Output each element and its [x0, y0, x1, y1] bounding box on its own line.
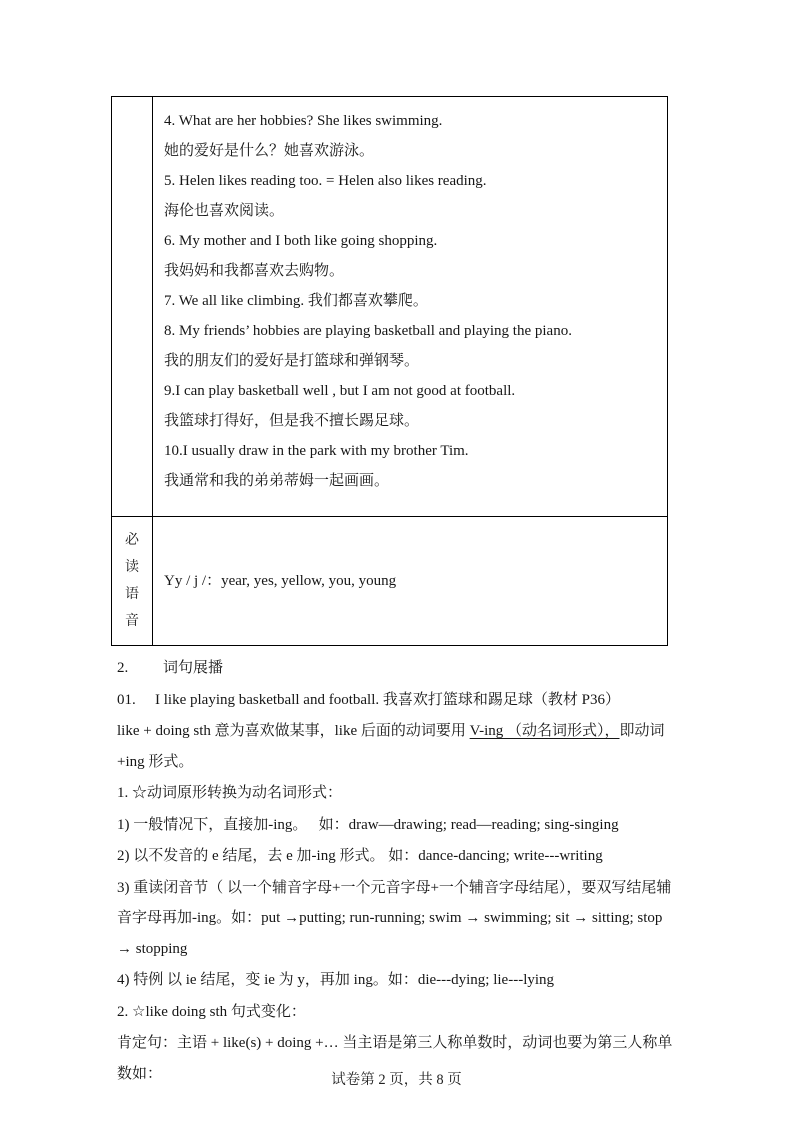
sentence-line: 5. Helen likes reading too. = Helen also likes reading. [164, 173, 487, 189]
sentence-line: 她的爱好是什么？她喜欢游泳。 [164, 143, 375, 159]
section-number: 2. [117, 660, 129, 676]
sentence-line: 我通常和我的弟弟蒂姆一起画画。 [164, 473, 390, 489]
like-doing-rule [117, 716, 681, 777]
rule1-item: 1) 一般情况下，直接加-ing。 如：draw—drawing; read—reading; sing-singing [117, 816, 619, 833]
rule1-item: 4) 特例 以 ie 结尾，变 ie 为 y，再加 ing。如：die---dying; lie---lying [117, 972, 555, 988]
section-title: 词句展播 [163, 660, 224, 676]
phonics-label-char: 音 [125, 614, 139, 629]
rule1-item: 3) 重读闭音节（ 以一个辅音字母+一个元音字母+一个辅音字母结尾），要双写结尾辅音字母再加-ing。如：put →putting; run-running; swim → swimming; sit → sitting; stop → stopping [117, 879, 672, 957]
phonics-label-char: 必 [125, 533, 139, 548]
table-row-phonics [112, 517, 667, 645]
rule-text-underlined: V-ing （动名词形式）， [469, 723, 620, 739]
rule1-item: 2) 以不发音的 e 结尾，去 e 加-ing 形式。 如：dance-dancing; write---writing [117, 848, 603, 864]
phonics-table [111, 96, 668, 646]
page-footer: 试卷第 2 页，共 8 页 [331, 1072, 462, 1088]
section-heading [117, 653, 681, 684]
sentence-line: 我篮球打得好，但是我不擅长踢足球。 [164, 413, 420, 429]
sentence-line: 海伦也喜欢阅读。 [164, 203, 285, 219]
sentence-line: 9.I can play basketball well , but I am not good at football. [164, 383, 516, 399]
table-row-sentences [112, 97, 667, 517]
sentence-line: 我妈妈和我都喜欢去购物。 [164, 263, 345, 279]
item-text: I like playing basketball and football. 我喜欢打篮球和踢足球（教材 P36） [155, 691, 620, 708]
sentence-line: 8. My friends’ hobbies are playing basketball and playing the piano. [164, 323, 572, 339]
rule-text-before: like + doing sth 意为喜欢做某事，like 后面的动词要用 [117, 723, 470, 739]
sentence-line: 10.I usually draw in the park with my brother Tim. [164, 443, 469, 459]
grammar-notes-section [117, 653, 681, 1090]
sentence-line: 我的朋友们的爱好是打篮球和弹钢琴。 [164, 353, 420, 369]
phonics-content-cell [153, 517, 667, 645]
affirmative-pattern: 肯定句：主语 + like(s) + doing +… 当主语是第三人称单数时，动词也要为第三人称单数如： [117, 1035, 673, 1082]
sentences-content-cell [153, 97, 667, 516]
item-01 [117, 685, 681, 716]
phonics-label-cell [112, 517, 153, 645]
sentence-line: 4. What are her hobbies? She likes swimming. [164, 113, 443, 129]
phonics-words: Yy / j /：year, yes, yellow, you, young [164, 573, 397, 589]
rule1-heading: 1. ☆动词原形转换为动名词形式： [117, 785, 343, 801]
sentences-label-cell [112, 97, 153, 516]
rule-text-after: 即动词+ing 形式。 [117, 723, 665, 770]
phonics-label-char: 读 [125, 560, 139, 575]
phonics-label-char: 语 [125, 587, 139, 602]
item-number: 01. [117, 691, 136, 708]
sentence-line: 6. My mother and I both like going shopping. [164, 233, 438, 249]
sentence-line: 7. We all like climbing. 我们都喜欢攀爬。 [164, 293, 428, 309]
rule2-heading: 2. ☆like doing sth 句式变化： [117, 1003, 306, 1020]
